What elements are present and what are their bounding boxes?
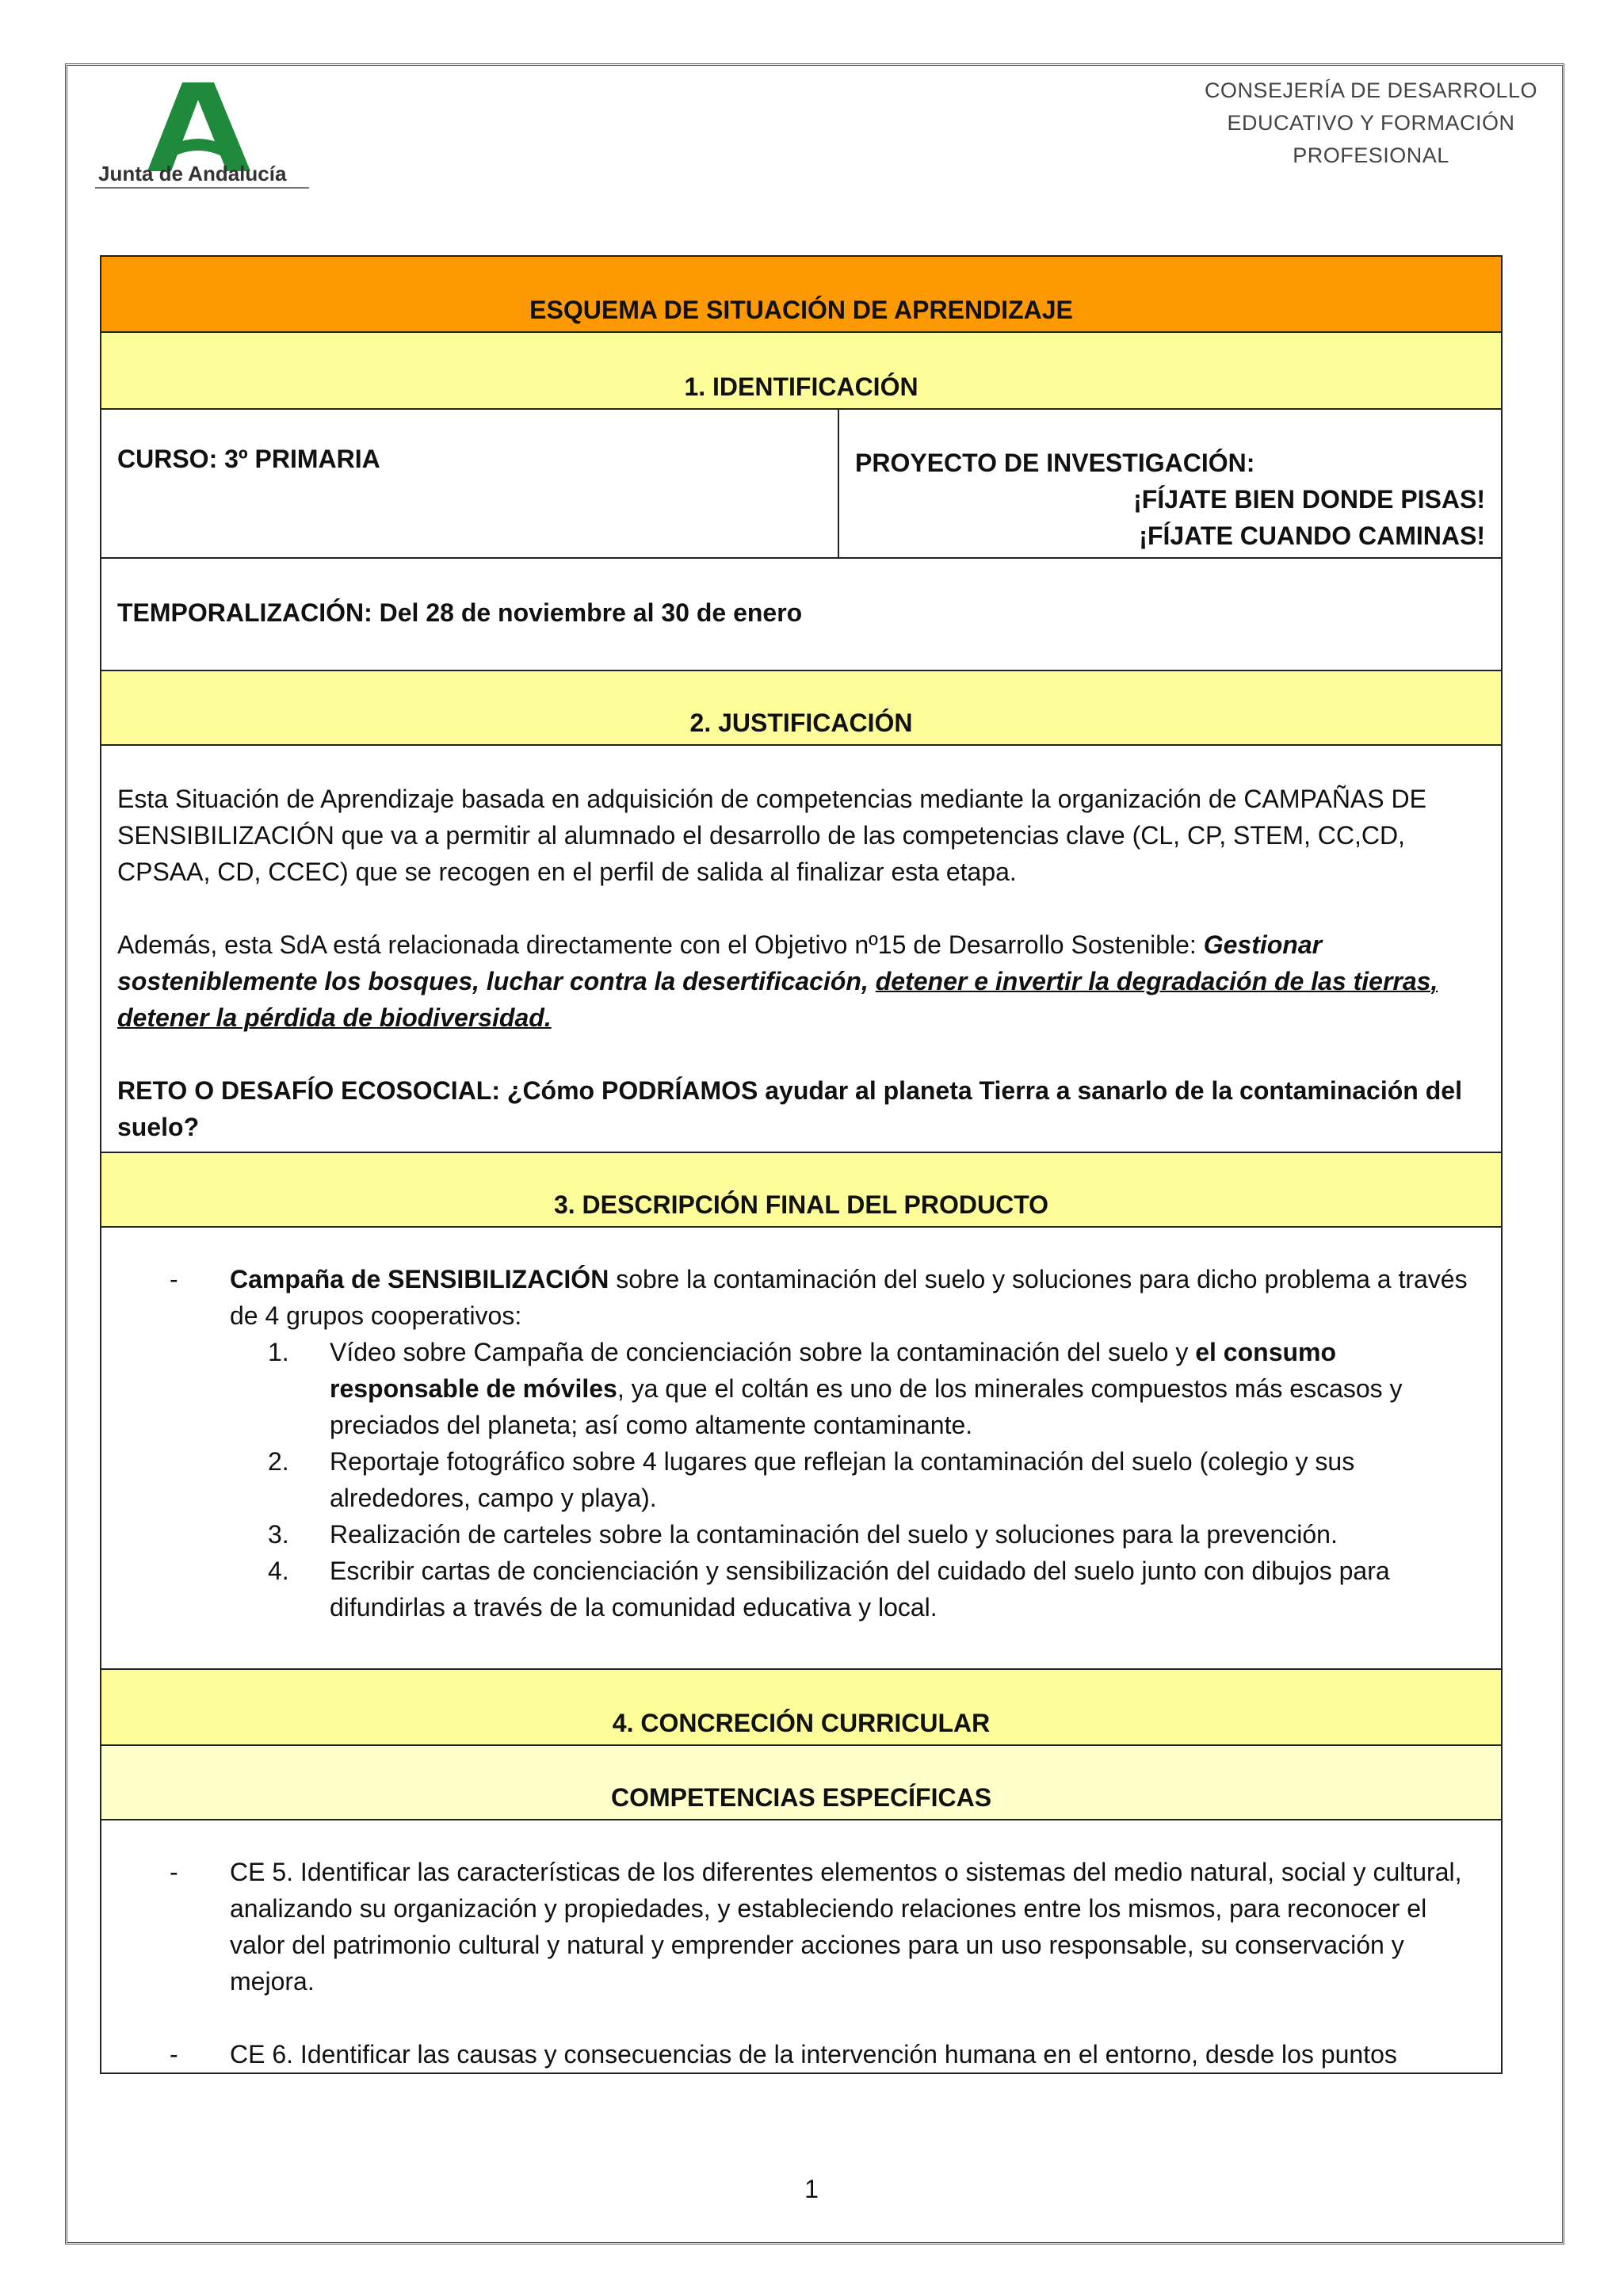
producto-list (117, 1261, 1485, 1626)
list-number: 1. (268, 1338, 289, 1366)
competencias-header: COMPETENCIAS ESPECÍFICAS (101, 1745, 1502, 1820)
ods-underlined-text: detener e invertir la degradación de las tierras, detener la pérdida de biodiversidad. (117, 967, 1438, 1032)
list-item (117, 1516, 1485, 1553)
list-item (117, 1334, 1485, 1443)
reto-ecosocial: RETO O DESAFÍO ECOSOCIAL: ¿Cómo PODRÍAMOS ayudar al planeta Tierra a sanarlo de la contaminación del suelo? (117, 1076, 1462, 1141)
proyecto-line-1: ¡FÍJATE BIEN DONDE PISAS! (1133, 485, 1486, 514)
competencias-list (117, 1854, 1485, 2073)
dash-bullet: - (170, 1858, 178, 1886)
section-descripcion-producto: 3. DESCRIPCIÓN FINAL DEL PRODUCTO (101, 1152, 1502, 1227)
logo-text: Junta de Andalucía (98, 162, 287, 185)
list-item-text-post: , ya que el coltán es uno de los minerales compuestos más escasos y preciados del planeta; así como altamente contaminante. (330, 1374, 1403, 1439)
section-concrecion-curricular: 4. CONCRECIÓN CURRICULAR (101, 1669, 1502, 1745)
list-item-text: Reportaje fotográfico sobre 4 lugares que reflejan la contaminación del suelo (colegio y sus alrededores, campo y playa). (330, 1447, 1355, 1512)
justificacion-paragraph-2 (117, 926, 1485, 1036)
proyecto-line-2: ¡FÍJATE CUANDO CAMINAS! (1139, 521, 1486, 550)
logo-underline (95, 187, 309, 189)
curso-cell: CURSO: 3º PRIMARIA (101, 409, 838, 558)
page-number: 1 (804, 2175, 819, 2203)
list-number: 2. (268, 1447, 289, 1476)
dash-bullet: - (170, 2040, 178, 2069)
list-number: 4. (268, 1557, 289, 1585)
learning-situation-table (100, 255, 1503, 2074)
competencia-item (117, 1854, 1485, 2000)
justificacion-cell (101, 745, 1502, 1152)
producto-bold: Campaña de SENSIBILIZACIÓN (230, 1265, 609, 1293)
producto-cell (101, 1227, 1502, 1669)
list-item (117, 1443, 1485, 1516)
competencia-text: CE 6. Identificar las causas y consecuencias de la intervención humana en el entorno, desde los puntos (230, 2040, 1397, 2069)
consejeria-line-2: EDUCATIVO Y FORMACIÓN (1227, 111, 1515, 135)
producto-rest: sobre la contaminación del suelo y soluciones para dicho problema a través de 4 grupos cooperativos: (230, 1265, 1468, 1330)
section-justificacion: 2. JUSTIFICACIÓN (101, 670, 1502, 745)
dash-bullet: - (170, 1265, 178, 1293)
justificacion-paragraph-1: Esta Situación de Aprendizaje basada en adquisición de competencias mediante la organización de CAMPAÑAS DE SENSIBILIZACIÓN que va a permitir al alumnado el desarrollo de las competencias clave (CL, CP, STEM, CC,CD, CPSAA, CD, CCEC) que se recogen en el perfil de salida al finalizar esta etapa. (117, 785, 1426, 886)
list-item-text: Vídeo sobre Campaña de concienciación sobre la contaminación del suelo y (330, 1338, 1196, 1366)
list-item-bold: el consumo responsable de móviles (330, 1338, 1337, 1403)
consejeria-heading (1189, 74, 1553, 172)
competencias-cell (101, 1820, 1502, 2073)
consejeria-line-3: PROFESIONAL (1293, 143, 1449, 167)
producto-item (117, 1261, 1485, 1626)
proyecto-cell (838, 409, 1502, 558)
competencia-item (117, 2036, 1485, 2073)
ods-bold-text: Gestionar sosteniblemente los bosques, luchar contra la desertificación, (117, 930, 1323, 995)
competencia-text: CE 5. Identificar las características de los diferentes elementos o sistemas del medio natural, social y cultural, analizando su organización y propiedades, y estableciendo relaciones entre los mismos, para reconocer el valor del patrimonio cultural y natural y emprender acciones para un uso responsable, su conservación y mejora. (230, 1858, 1462, 1996)
list-item-text: Realización de carteles sobre la contaminación del suelo y soluciones para la prevención. (330, 1520, 1338, 1549)
proyecto-label: PROYECTO DE INVESTIGACIÓN: (855, 449, 1255, 477)
table-title: ESQUEMA DE SITUACIÓN DE APRENDIZAJE (101, 256, 1502, 332)
temporalizacion-cell: TEMPORALIZACIÓN: Del 28 de noviembre al 30 de enero (101, 558, 1502, 670)
section-identificacion: 1. IDENTIFICACIÓN (101, 332, 1502, 409)
list-number: 3. (268, 1520, 289, 1549)
consejeria-line-1: CONSEJERÍA DE DESARROLLO (1204, 78, 1538, 102)
list-item (117, 1553, 1485, 1626)
ods-intro-text: Además, esta SdA está relacionada directamente con el Objetivo nº15 de Desarrollo Sostenible: (117, 930, 1204, 959)
producto-sublist (230, 1334, 1485, 1626)
list-item-text: Escribir cartas de concienciación y sensibilización del cuidado del suelo junto con dibujos para difundirlas a través de la comunidad educativa y local. (330, 1557, 1390, 1622)
